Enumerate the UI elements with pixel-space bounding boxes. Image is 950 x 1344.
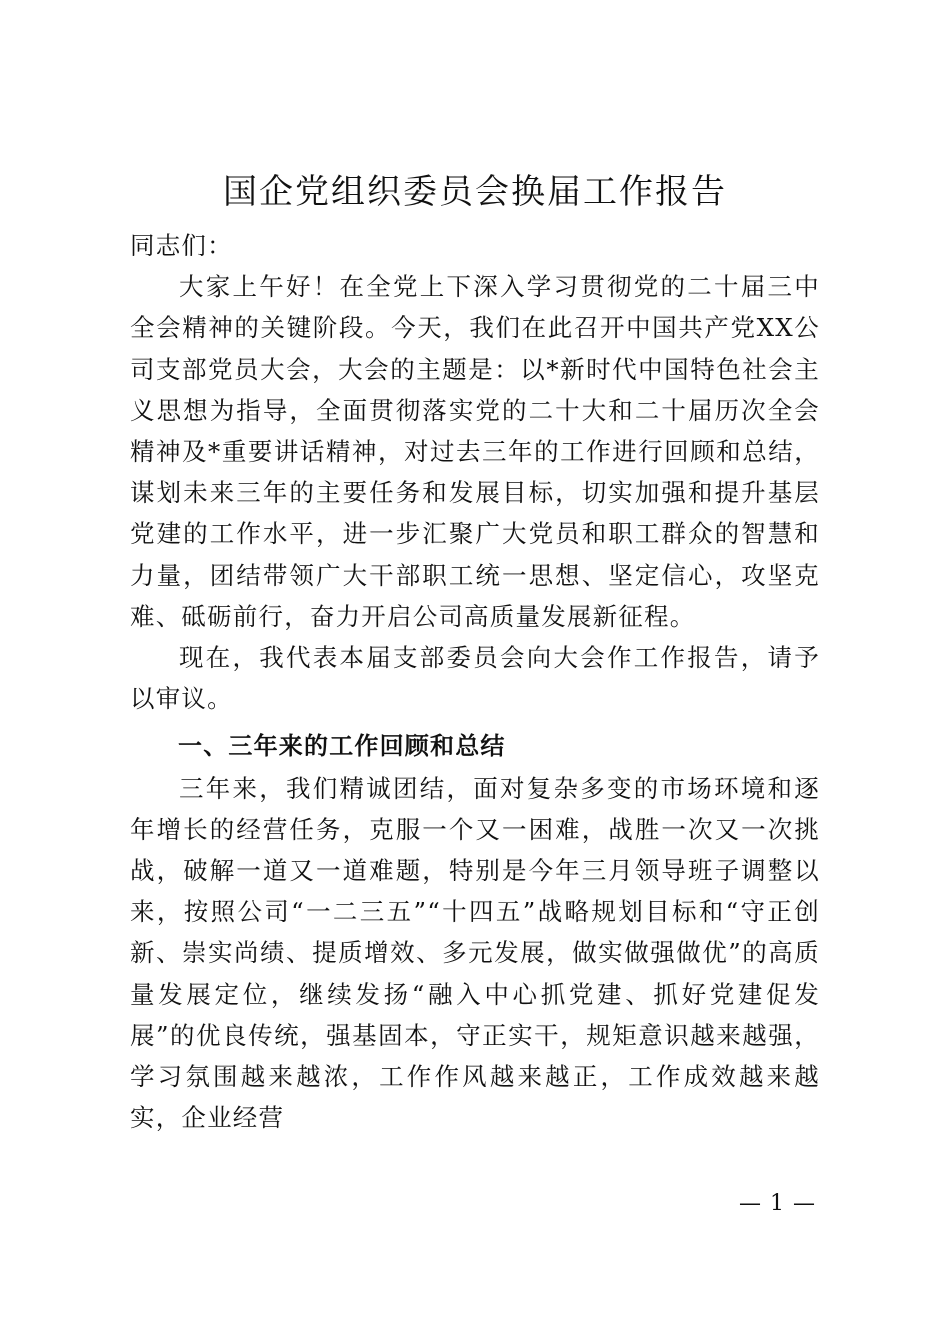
document-body [130, 225, 820, 1138]
page-number: — 1 — [739, 1191, 816, 1216]
report-intro-paragraph: 现在，我代表本届支部委员会向大会作工作报告，请予以审议。 [130, 643, 820, 714]
section-paragraph: 三年来，我们精诚团结，面对复杂多变的市场环境和逐年增长的经营任务，克服一个又一困难，战胜一次又一次挑战，破解一道又一道难题，特别是今年三月领导班子调整以来，按照公司“一二三五”“十四五”战略规划目标和“守正创新、崇实尚绩、提质增效、多元发展，做实做强做优”的高质量发展定位，继续发扬“融入中心抓党建、抓好党建促发展”的优良传统，强基固本，守正实干，规矩意识越来越强，学习氛围越来越浓，工作作风越来越正，工作成效越来越实，企业经营 [130, 773, 820, 1133]
salutation: 同志们： [130, 231, 233, 260]
section-heading: 一、三年来的工作回顾和总结 [178, 732, 506, 761]
opening-paragraph: 大家上午好！在全党上下深入学习贯彻党的二十届三中全会精神的关键阶段。今天，我们在此召开中国共产党XX公司支部党员大会，大会的主题是：以*新时代中国特色社会主义思想为指导，全面贯彻落实党的二十大和二十届历次全会精神及*重要讲话精神，对过去三年的工作进行回顾和总结，谋划未来三年的主要任务和发展目标，切实加强和提升基层党建的工作水平，进一步汇聚广大党员和职工群众的智慧和力量，团结带领广大干部职工统一思想、坚定信心，攻坚克难、砥砺前行，奋力开启公司高质量发展新征程。 [130, 272, 820, 631]
document-title: 国企党组织委员会换届工作报告 [223, 172, 727, 212]
